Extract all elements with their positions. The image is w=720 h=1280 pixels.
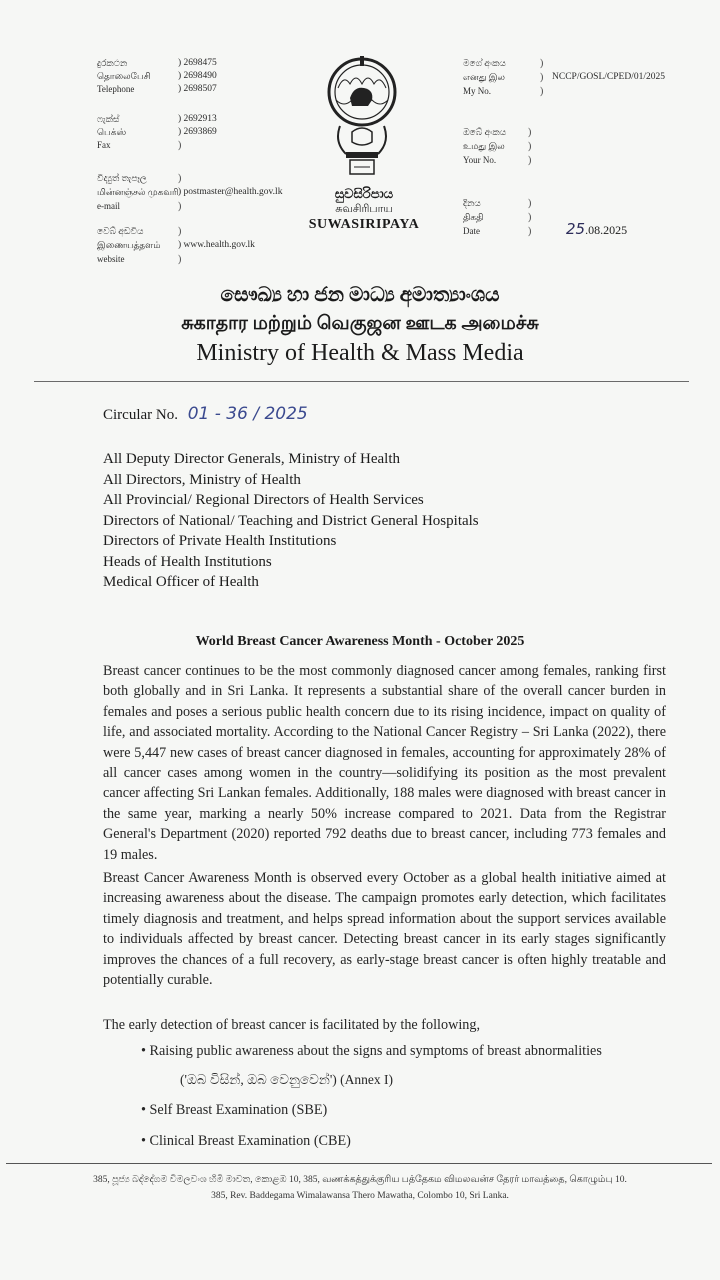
footer-address-line-1: 385, පූජ්‍ය බද්දේගම විමලවංශ හිමි මාවත, කොළඹ 10, 385, வணக்கத்துக்குரிய பத்தேகம விமலவன்ச தேரர் மாவத்தை, கொழும்பு 10. — [93, 1175, 627, 1185]
date-printed: .08.2025 — [585, 223, 628, 237]
ministry-name-tamil: சுகாதார மற்றும் வெகுஜன ஊடக அமைச்சு — [181, 313, 539, 334]
phone-label-si: දුරකථන — [97, 58, 128, 68]
header-divider — [34, 381, 689, 382]
your-no-label-si: ඔබේ අංකය — [463, 127, 507, 137]
fax-label-si: ෆැක්ස් — [97, 114, 120, 124]
addressee-item: Heads of Health Institutions — [103, 553, 272, 570]
circular-number-handwritten: 01 - 36 / 2025 — [187, 404, 308, 424]
date-value — [566, 220, 627, 238]
email-value: ) postmaster@health.gov.lk — [178, 187, 283, 197]
web-label-ta: இணையத்தளம் — [97, 240, 161, 250]
phone-value-1: ) 2698475 — [178, 58, 217, 68]
circular-label: Circular No. — [103, 407, 178, 423]
footer-address-line-2: 385, Rev. Baddegama Wimalawansa Thero Mawatha, Colombo 10, Sri Lanka. — [211, 1191, 509, 1201]
email-label-si: විද්‍යුත් තැපෑල — [97, 173, 147, 183]
addressee-item: Directors of National/ Teaching and District General Hospitals — [103, 512, 479, 529]
date-label-en: Date — [463, 226, 480, 236]
body-paragraph-1: Breast cancer continues to be the most commonly diagnosed cancer among females, ranking first both globally and in Sri Lanka. It represents a substantial share of the overall cancer burden in females and poses a serious public health concern due to its rising incidence, impact on quality of life, and associated mortality. According to the National Cancer Registry – Sri Lanka (2022), there were 5,447 new cases of breast cancer diagnosed in females, accounting for approximately 28% of all cancer cases among women in the country—solidifying its position as the most prevalent cancer affecting Sri Lankan females. Additionally, 188 males were diagnosed with breast cancer in the same year, marking a nearly 50% increase compared to 2021. Data from the Registrar General's Department (2020) reported 792 deaths due to breast cancer, including 773 females and 19 males. — [103, 663, 666, 863]
my-no-label-en: My No. — [463, 86, 492, 96]
addressee-item: All Provincial/ Regional Directors of Health Services — [103, 492, 424, 508]
email-label-ta: மின்னஞ்சல் முகவரி — [97, 187, 179, 197]
bullet-sub-annex: ('ඔබ විසින්, ඔබ වෙනුවෙන්') (Annex I) — [180, 1072, 393, 1087]
bullet-item-awareness: • Raising public awareness about the signs and symptoms of breast abnormalities — [141, 1043, 602, 1059]
bullet-icon: • — [141, 1102, 146, 1118]
wordmark — [300, 186, 428, 234]
ministry-name-english: Ministry of Health & Mass Media — [196, 340, 524, 366]
bullet-item-sbe: • Self Breast Examination (SBE) — [141, 1102, 328, 1118]
phone-label-ta: தொலைபேசி — [97, 71, 151, 81]
bullet-icon: • — [141, 1043, 146, 1059]
body-paragraph-3: The early detection of breast cancer is facilitated by the following, — [103, 1017, 480, 1033]
date-label-ta: திகதி — [463, 212, 484, 222]
email-label-en: e-mail — [97, 201, 120, 211]
wordmark-tamil: சுவசிரிபாய — [335, 203, 393, 215]
phone-value-2: ) 2698490 — [178, 71, 217, 81]
subject-heading: World Breast Cancer Awareness Month - October 2025 — [195, 634, 525, 649]
web-value: ) www.health.gov.lk — [178, 240, 255, 250]
my-no-value: NCCP/GOSL/CPED/01/2025 — [552, 72, 665, 82]
my-no-label-si: මගේ අංකය — [463, 58, 506, 68]
addressee-item: All Directors, Ministry of Health — [103, 471, 301, 488]
phone-value-3: ) 2698507 — [178, 84, 217, 94]
wordmark-english: SUWASIRIPAYA — [308, 217, 420, 232]
bullet-item-cbe: • Clinical Breast Examination (CBE) — [141, 1133, 351, 1149]
body-paragraph-2: Breast Cancer Awareness Month is observed every October as a global health initiative aimed at increasing awareness about the disease. The campaign promotes early detection, which facilitates timely diagnosis and treatment, and helps spread information about the support services available to individuals affected by breast cancer. Detecting breast cancer in its early stages significantly improves the chances of a full recovery, as early-stage breast cancer is often highly treatable and potentially curable. — [103, 870, 666, 989]
your-no-label-en: Your No. — [463, 155, 497, 165]
footer-divider — [6, 1163, 712, 1164]
web-label-en: website — [97, 254, 125, 264]
ministry-name-sinhala: සෞඛ්‍ය හා ජන මාධ්‍ය අමාත්‍යාංශය — [220, 284, 500, 306]
fax-value-2: ) 2693869 — [178, 127, 217, 137]
date-label-si: දිනය — [463, 198, 481, 208]
addressee-item: Medical Officer of Health — [103, 574, 259, 590]
bullet-icon: • — [141, 1133, 146, 1149]
fax-bracket: ) — [178, 140, 182, 151]
fax-label-en: Fax — [97, 140, 111, 150]
addressee-item: Directors of Private Health Institutions — [103, 533, 337, 549]
addressee-list — [103, 449, 479, 593]
your-no-label-ta: உமது இல — [463, 141, 505, 151]
fax-label-ta: பெக்ஸ் — [97, 127, 127, 137]
circular-number — [103, 404, 308, 424]
wordmark-sinhala: සුවසිරිපාය — [334, 186, 394, 201]
date-handwritten: 25 — [566, 220, 586, 238]
national-emblem-icon — [322, 48, 402, 188]
document-page: දුරකථන தொலைபேசி Telephone ) 2698475 ) 2698490 ) 2698507 ෆැක්ස් பெக்ஸ் Fax ) 2692913 ) 2693869 ) විද්‍යුත් තැපෑල மின்னஞ்சல் முகவரி e-mail ) ) postmaster@health.gov.lk ) වෙබ් අඩවිය இணையத்தளம் website ) ) www.health.gov.lk ) සුවසිරිපාය சுவசிரிபாய SUWASIRIPAYA මගේ අංකය எனது இல My No. ) ) ) NCCP/GOSL/CPED/01/2025 ඔබේ අංකය உமது இல Your No. ) ) ) දිනය திகதி Date ) ) ) 25.08.2025 සෞඛ්‍ය හා ජන මාධ්‍ය අමාත්‍යාංශය சுகாதார மற்றும் வெகுஜன ஊடக அமைச்சு Ministry of Health & Mass Media Circular No. 01 - 36 / 2025 All Deputy Director Generals, Ministry of Health All Directors, Ministry of Health All Provincial/ Regional Directors of Health Services Directors of National/ Teaching and District General Hospitals Directors of Private Health Institutions Heads of Health Institutions Medical Officer of Health World Breast Cancer Awareness Month - October 2025 Breast cancer continues to be the most commonly diagnosed cancer among females, ranking first both globally and in Sri Lanka. It represents a substantial share of the overall cancer burden in females and poses a serious public health concern due to its rising incidence, impact on quality of life, and associated mortality. According to the National Cancer Registry – Sri Lanka (2022), there were 5,447 new cases of breast cancer diagnosed in females, accounting for approximately 28% of all cancer cases among women in the country—solidifying its position as the most prevalent cancer affecting Sri Lankan females. Additionally, 188 males were diagnosed with breast cancer in the same year, marking a nearly 50% increase compared to 2021. Data from the Registrar General's Department (2020) reported 792 deaths due to breast cancer, including 773 females and 19 males. Breast Cancer Awareness Month is observed every October as a global health initiative aimed at increasing awareness about the disease. The campaign promotes early detection, which facilitates timely diagnosis and treatment, and helps spread information about the support services available to individuals affected by breast cancer. Detecting breast cancer in its early stages significantly improves the chances of a full recovery, as early-stage breast cancer is often highly treatable and potentially curable. The early detection of breast cancer is facilitated by the following, • Raising public awareness about the signs and symptoms of breast abnormalities ('ඔබ විසින්, ඔබ වෙනුවෙන්') (Annex I) • Self Breast Examination (SBE) • Clinical Breast Examination (CBE) 385, පූජ්‍ය බද්දේගම විමලවංශ හිමි මාවත, කොළඹ 10, 385, வணக்கத்துக்குரிய பத்தேகம விமலவன்ச தேரர் மாவத்தை, கொழும்பு 10. 385, Rev. Baddegama Wimalawansa Thero Mawatha, Colombo 10, Sri Lanka. — [0, 0, 720, 1280]
web-label-si: වෙබ් අඩවිය — [97, 226, 144, 236]
fax-value-1: ) 2692913 — [178, 114, 217, 124]
phone-label-en: Telephone — [97, 84, 135, 94]
addressee-item: All Deputy Director Generals, Ministry of Health — [103, 451, 401, 467]
my-no-label-ta: எனது இல — [463, 72, 506, 82]
